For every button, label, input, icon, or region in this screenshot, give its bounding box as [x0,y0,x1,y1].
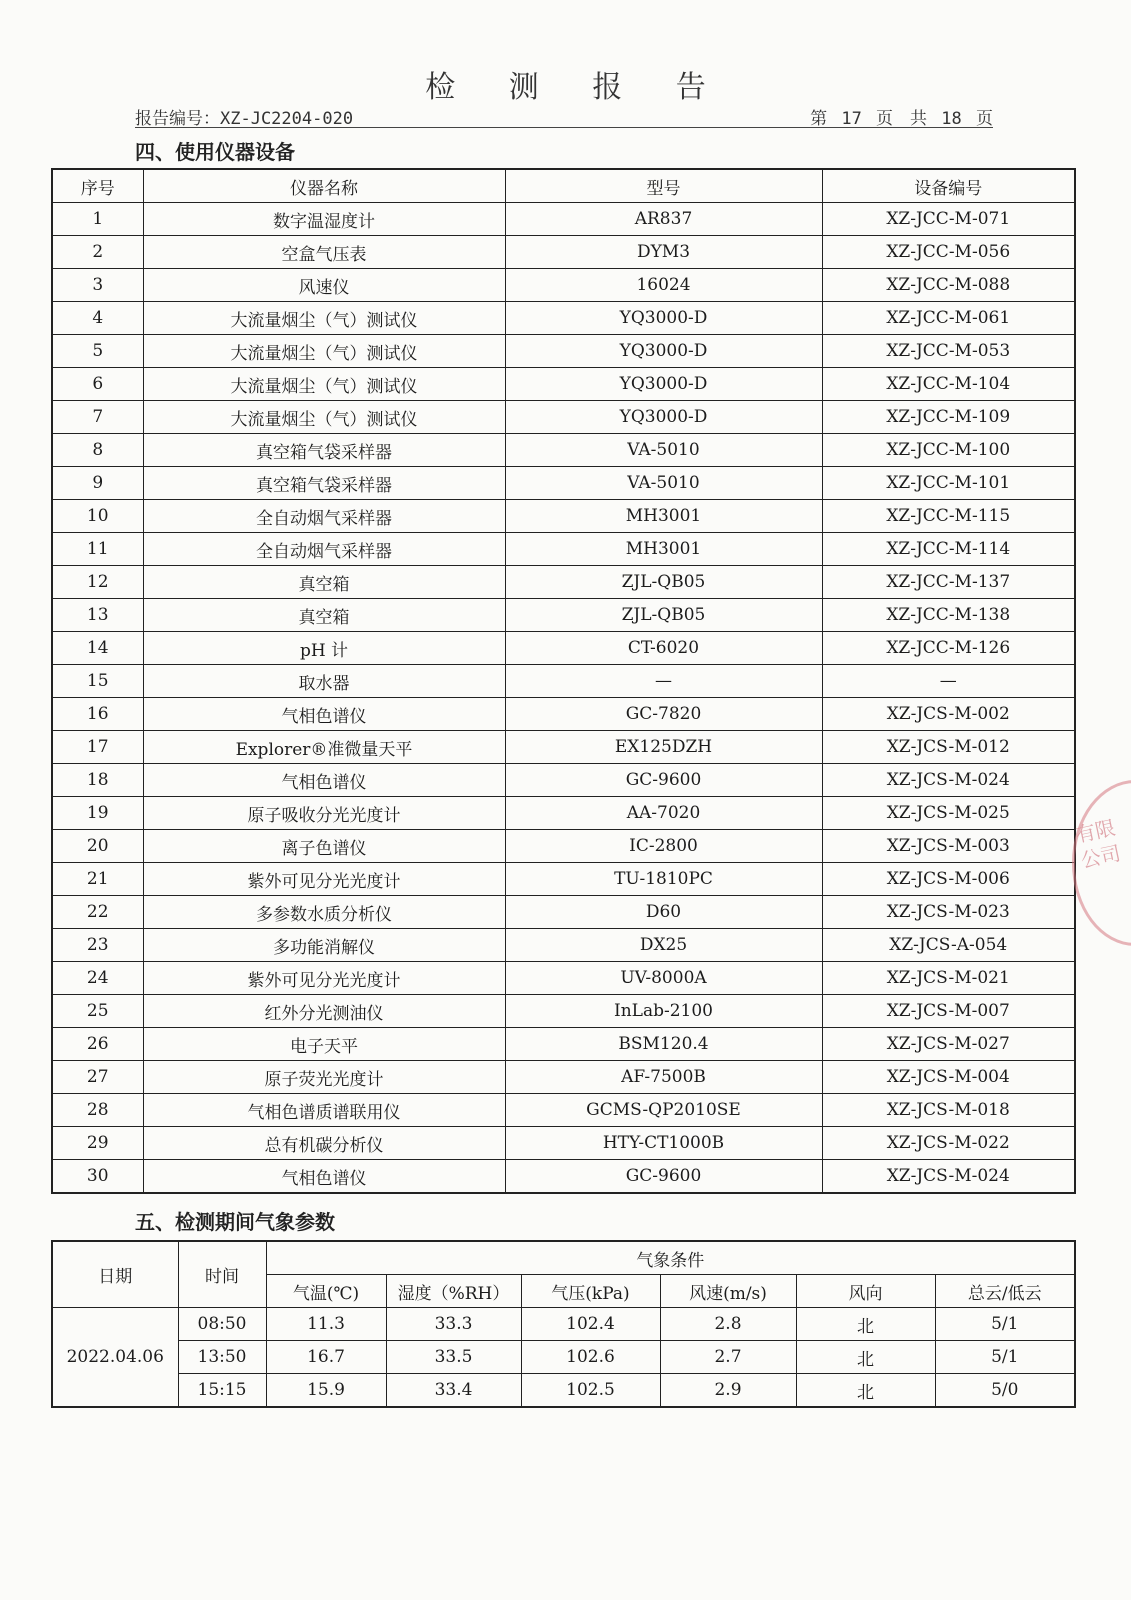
cell-instrument-name: 大流量烟尘（气）测试仪 [143,302,505,335]
cell-instrument-name: 气相色谱质谱联用仪 [143,1094,505,1127]
cell-model: BSM120.4 [505,1028,822,1061]
col-header-model: 型号 [505,169,822,203]
cell-model: GC-9600 [505,764,822,797]
cell-instrument-name: 红外分光测油仪 [143,995,505,1028]
cell-model: VA-5010 [505,434,822,467]
col-header-index: 序号 [52,169,143,203]
cell-model: D60 [505,896,822,929]
weather-table [51,1240,1076,1408]
cell-instrument-name: 多参数水质分析仪 [143,896,505,929]
cell-model: CT-6020 [505,632,822,665]
cell-model: MH3001 [505,533,822,566]
table-row [52,1308,1075,1341]
table-row [52,203,1075,236]
table-row [52,797,1075,830]
table-row [52,929,1075,962]
cell-cloud-cover: 5/1 [935,1341,1075,1374]
cell-model: YQ3000-D [505,368,822,401]
cell-device-id: XZ-JCC-M-115 [822,500,1075,533]
cell-wind-direction: 北 [796,1341,935,1374]
col-header-humidity: 湿度（%RH） [386,1275,521,1308]
cell-instrument-name: 多功能消解仪 [143,929,505,962]
equipment-table-header [52,169,1075,203]
cell-model: InLab-2100 [505,995,822,1028]
table-row [52,335,1075,368]
table-row [52,665,1075,698]
cell-temperature: 16.7 [266,1341,386,1374]
cell-index: 21 [52,863,143,896]
cell-model: ZJL-QB05 [505,599,822,632]
cell-device-id: XZ-JCS-M-007 [822,995,1075,1028]
cell-model: TU-1810PC [505,863,822,896]
cell-device-id: XZ-JCS-M-018 [822,1094,1075,1127]
table-row [52,1061,1075,1094]
cell-date: 2022.04.06 [52,1308,178,1408]
cell-cloud-cover: 5/1 [935,1308,1075,1341]
col-header-instrument-name: 仪器名称 [143,169,505,203]
cell-index: 14 [52,632,143,665]
cell-index: 2 [52,236,143,269]
company-seal-text: 有限公司 [1073,815,1123,873]
cell-model: YQ3000-D [505,401,822,434]
header-divider [135,127,993,128]
cell-model: AR837 [505,203,822,236]
cell-device-id: XZ-JCC-M-088 [822,269,1075,302]
cell-instrument-name: 数字温湿度计 [143,203,505,236]
cell-model: GC-7820 [505,698,822,731]
cell-instrument-name: 大流量烟尘（气）测试仪 [143,335,505,368]
equipment-table [51,168,1076,1194]
cell-model: — [505,665,822,698]
table-row [52,830,1075,863]
cell-device-id: XZ-JCS-M-025 [822,797,1075,830]
cell-model: YQ3000-D [505,335,822,368]
cell-instrument-name: 大流量烟尘（气）测试仪 [143,401,505,434]
table-row [52,302,1075,335]
cell-instrument-name: Explorer®准微量天平 [143,731,505,764]
cell-device-id: XZ-JCC-M-071 [822,203,1075,236]
equipment-table-body [52,203,1075,1194]
cell-device-id: XZ-JCC-M-056 [822,236,1075,269]
cell-humidity: 33.5 [386,1341,521,1374]
cell-instrument-name: 空盒气压表 [143,236,505,269]
table-row [52,500,1075,533]
cell-instrument-name: 大流量烟尘（气）测试仪 [143,368,505,401]
cell-humidity: 33.3 [386,1308,521,1341]
cell-model: AF-7500B [505,1061,822,1094]
cell-instrument-name: 紫外可见分光光度计 [143,863,505,896]
table-row [52,236,1075,269]
cell-index: 16 [52,698,143,731]
cell-device-id: XZ-JCS-M-003 [822,830,1075,863]
col-group-weather-conditions: 气象条件 [266,1241,1075,1275]
cell-index: 30 [52,1160,143,1194]
cell-device-id: XZ-JCS-A-054 [822,929,1075,962]
cell-index: 26 [52,1028,143,1061]
cell-humidity: 33.4 [386,1374,521,1408]
cell-instrument-name: 紫外可见分光光度计 [143,962,505,995]
cell-index: 25 [52,995,143,1028]
col-header-temperature: 气温(℃) [266,1275,386,1308]
cell-instrument-name: 取水器 [143,665,505,698]
cell-device-id: XZ-JCS-M-023 [822,896,1075,929]
cell-model: HTY-CT1000B [505,1127,822,1160]
cell-index: 1 [52,203,143,236]
cell-index: 7 [52,401,143,434]
col-header-pressure: 气压(kPa) [521,1275,660,1308]
cell-model: UV-8000A [505,962,822,995]
cell-index: 28 [52,1094,143,1127]
cell-model: ZJL-QB05 [505,566,822,599]
cell-wind-speed: 2.9 [660,1374,796,1408]
cell-pressure: 102.4 [521,1308,660,1341]
col-header-cloud-cover: 总云/低云 [935,1275,1075,1308]
cell-index: 10 [52,500,143,533]
section-equipment-title: 四、使用仪器设备 [135,140,295,164]
cell-index: 4 [52,302,143,335]
cell-instrument-name: 真空箱 [143,566,505,599]
cell-device-id: XZ-JCC-M-114 [822,533,1075,566]
table-row [52,1094,1075,1127]
cell-model: VA-5010 [505,467,822,500]
report-title: 检 测 报 告 [425,70,728,105]
table-row [52,599,1075,632]
cell-index: 17 [52,731,143,764]
cell-index: 23 [52,929,143,962]
table-row [52,401,1075,434]
table-row [52,1160,1075,1194]
cell-device-id: XZ-JCC-M-109 [822,401,1075,434]
cell-model: DX25 [505,929,822,962]
col-header-date: 日期 [52,1241,178,1308]
cell-device-id: XZ-JCC-M-137 [822,566,1075,599]
cell-wind-speed: 2.7 [660,1341,796,1374]
cell-instrument-name: 总有机碳分析仪 [143,1127,505,1160]
cell-device-id: XZ-JCS-M-021 [822,962,1075,995]
cell-instrument-name: 真空箱气袋采样器 [143,467,505,500]
table-row [52,731,1075,764]
cell-instrument-name: pH 计 [143,632,505,665]
page-number: 第 17 页 共 18 页 [810,109,993,129]
cell-model: IC-2800 [505,830,822,863]
cell-index: 29 [52,1127,143,1160]
cell-index: 5 [52,335,143,368]
cell-device-id: XZ-JCS-M-022 [822,1127,1075,1160]
cell-device-id: XZ-JCS-M-004 [822,1061,1075,1094]
cell-index: 24 [52,962,143,995]
col-header-wind-direction: 风向 [796,1275,935,1308]
cell-temperature: 11.3 [266,1308,386,1341]
cell-index: 8 [52,434,143,467]
table-row [52,1374,1075,1408]
table-row [52,269,1075,302]
cell-time: 08:50 [178,1308,266,1341]
table-row [52,995,1075,1028]
table-row [52,467,1075,500]
cell-time: 15:15 [178,1374,266,1408]
table-row [52,896,1075,929]
cell-model: MH3001 [505,500,822,533]
table-row [52,1028,1075,1061]
section-weather-title: 五、检测期间气象参数 [135,1210,335,1234]
cell-wind-speed: 2.8 [660,1308,796,1341]
cell-model: EX125DZH [505,731,822,764]
table-row [52,698,1075,731]
cell-pressure: 102.5 [521,1374,660,1408]
table-row [52,1341,1075,1374]
cell-instrument-name: 原子吸收分光光度计 [143,797,505,830]
cell-device-id: XZ-JCC-M-053 [822,335,1075,368]
cell-device-id: — [822,665,1075,698]
col-header-device-id: 设备编号 [822,169,1075,203]
cell-model: GCMS-QP2010SE [505,1094,822,1127]
cell-index: 3 [52,269,143,302]
cell-device-id: XZ-JCS-M-006 [822,863,1075,896]
cell-device-id: XZ-JCC-M-100 [822,434,1075,467]
cell-temperature: 15.9 [266,1374,386,1408]
cell-instrument-name: 原子荧光光度计 [143,1061,505,1094]
cell-device-id: XZ-JCC-M-138 [822,599,1075,632]
cell-instrument-name: 真空箱 [143,599,505,632]
table-row [52,368,1075,401]
cell-index: 11 [52,533,143,566]
cell-instrument-name: 电子天平 [143,1028,505,1061]
cell-index: 22 [52,896,143,929]
cell-model: DYM3 [505,236,822,269]
cell-model: 16024 [505,269,822,302]
table-row [52,533,1075,566]
cell-index: 9 [52,467,143,500]
cell-pressure: 102.6 [521,1341,660,1374]
cell-device-id: XZ-JCC-M-101 [822,467,1075,500]
cell-time: 13:50 [178,1341,266,1374]
col-header-time: 时间 [178,1241,266,1308]
table-row [52,962,1075,995]
table-row [52,863,1075,896]
cell-index: 6 [52,368,143,401]
table-row [52,632,1075,665]
cell-device-id: XZ-JCS-M-002 [822,698,1075,731]
cell-instrument-name: 离子色谱仪 [143,830,505,863]
cell-device-id: XZ-JCC-M-126 [822,632,1075,665]
cell-instrument-name: 气相色谱仪 [143,698,505,731]
cell-device-id: XZ-JCS-M-024 [822,764,1075,797]
table-row [52,566,1075,599]
cell-index: 15 [52,665,143,698]
cell-device-id: XZ-JCS-M-012 [822,731,1075,764]
cell-cloud-cover: 5/0 [935,1374,1075,1408]
col-header-wind-speed: 风速(m/s) [660,1275,796,1308]
cell-device-id: XZ-JCC-M-061 [822,302,1075,335]
cell-model: YQ3000-D [505,302,822,335]
cell-device-id: XZ-JCS-M-027 [822,1028,1075,1061]
cell-index: 18 [52,764,143,797]
cell-instrument-name: 全自动烟气采样器 [143,533,505,566]
cell-instrument-name: 气相色谱仪 [143,1160,505,1194]
cell-instrument-name: 气相色谱仪 [143,764,505,797]
cell-model: AA-7020 [505,797,822,830]
cell-index: 12 [52,566,143,599]
cell-index: 20 [52,830,143,863]
cell-wind-direction: 北 [796,1374,935,1408]
cell-index: 13 [52,599,143,632]
cell-instrument-name: 全自动烟气采样器 [143,500,505,533]
cell-device-id: XZ-JCC-M-104 [822,368,1075,401]
table-row [52,1127,1075,1160]
table-row [52,434,1075,467]
weather-table-body [52,1308,1075,1408]
cell-model: GC-9600 [505,1160,822,1194]
cell-instrument-name: 真空箱气袋采样器 [143,434,505,467]
cell-index: 19 [52,797,143,830]
cell-index: 27 [52,1061,143,1094]
table-row [52,764,1075,797]
cell-device-id: XZ-JCS-M-024 [822,1160,1075,1194]
cell-instrument-name: 风速仪 [143,269,505,302]
report-number: 报告编号：XZ-JC2204-020 [135,109,354,129]
cell-wind-direction: 北 [796,1308,935,1341]
